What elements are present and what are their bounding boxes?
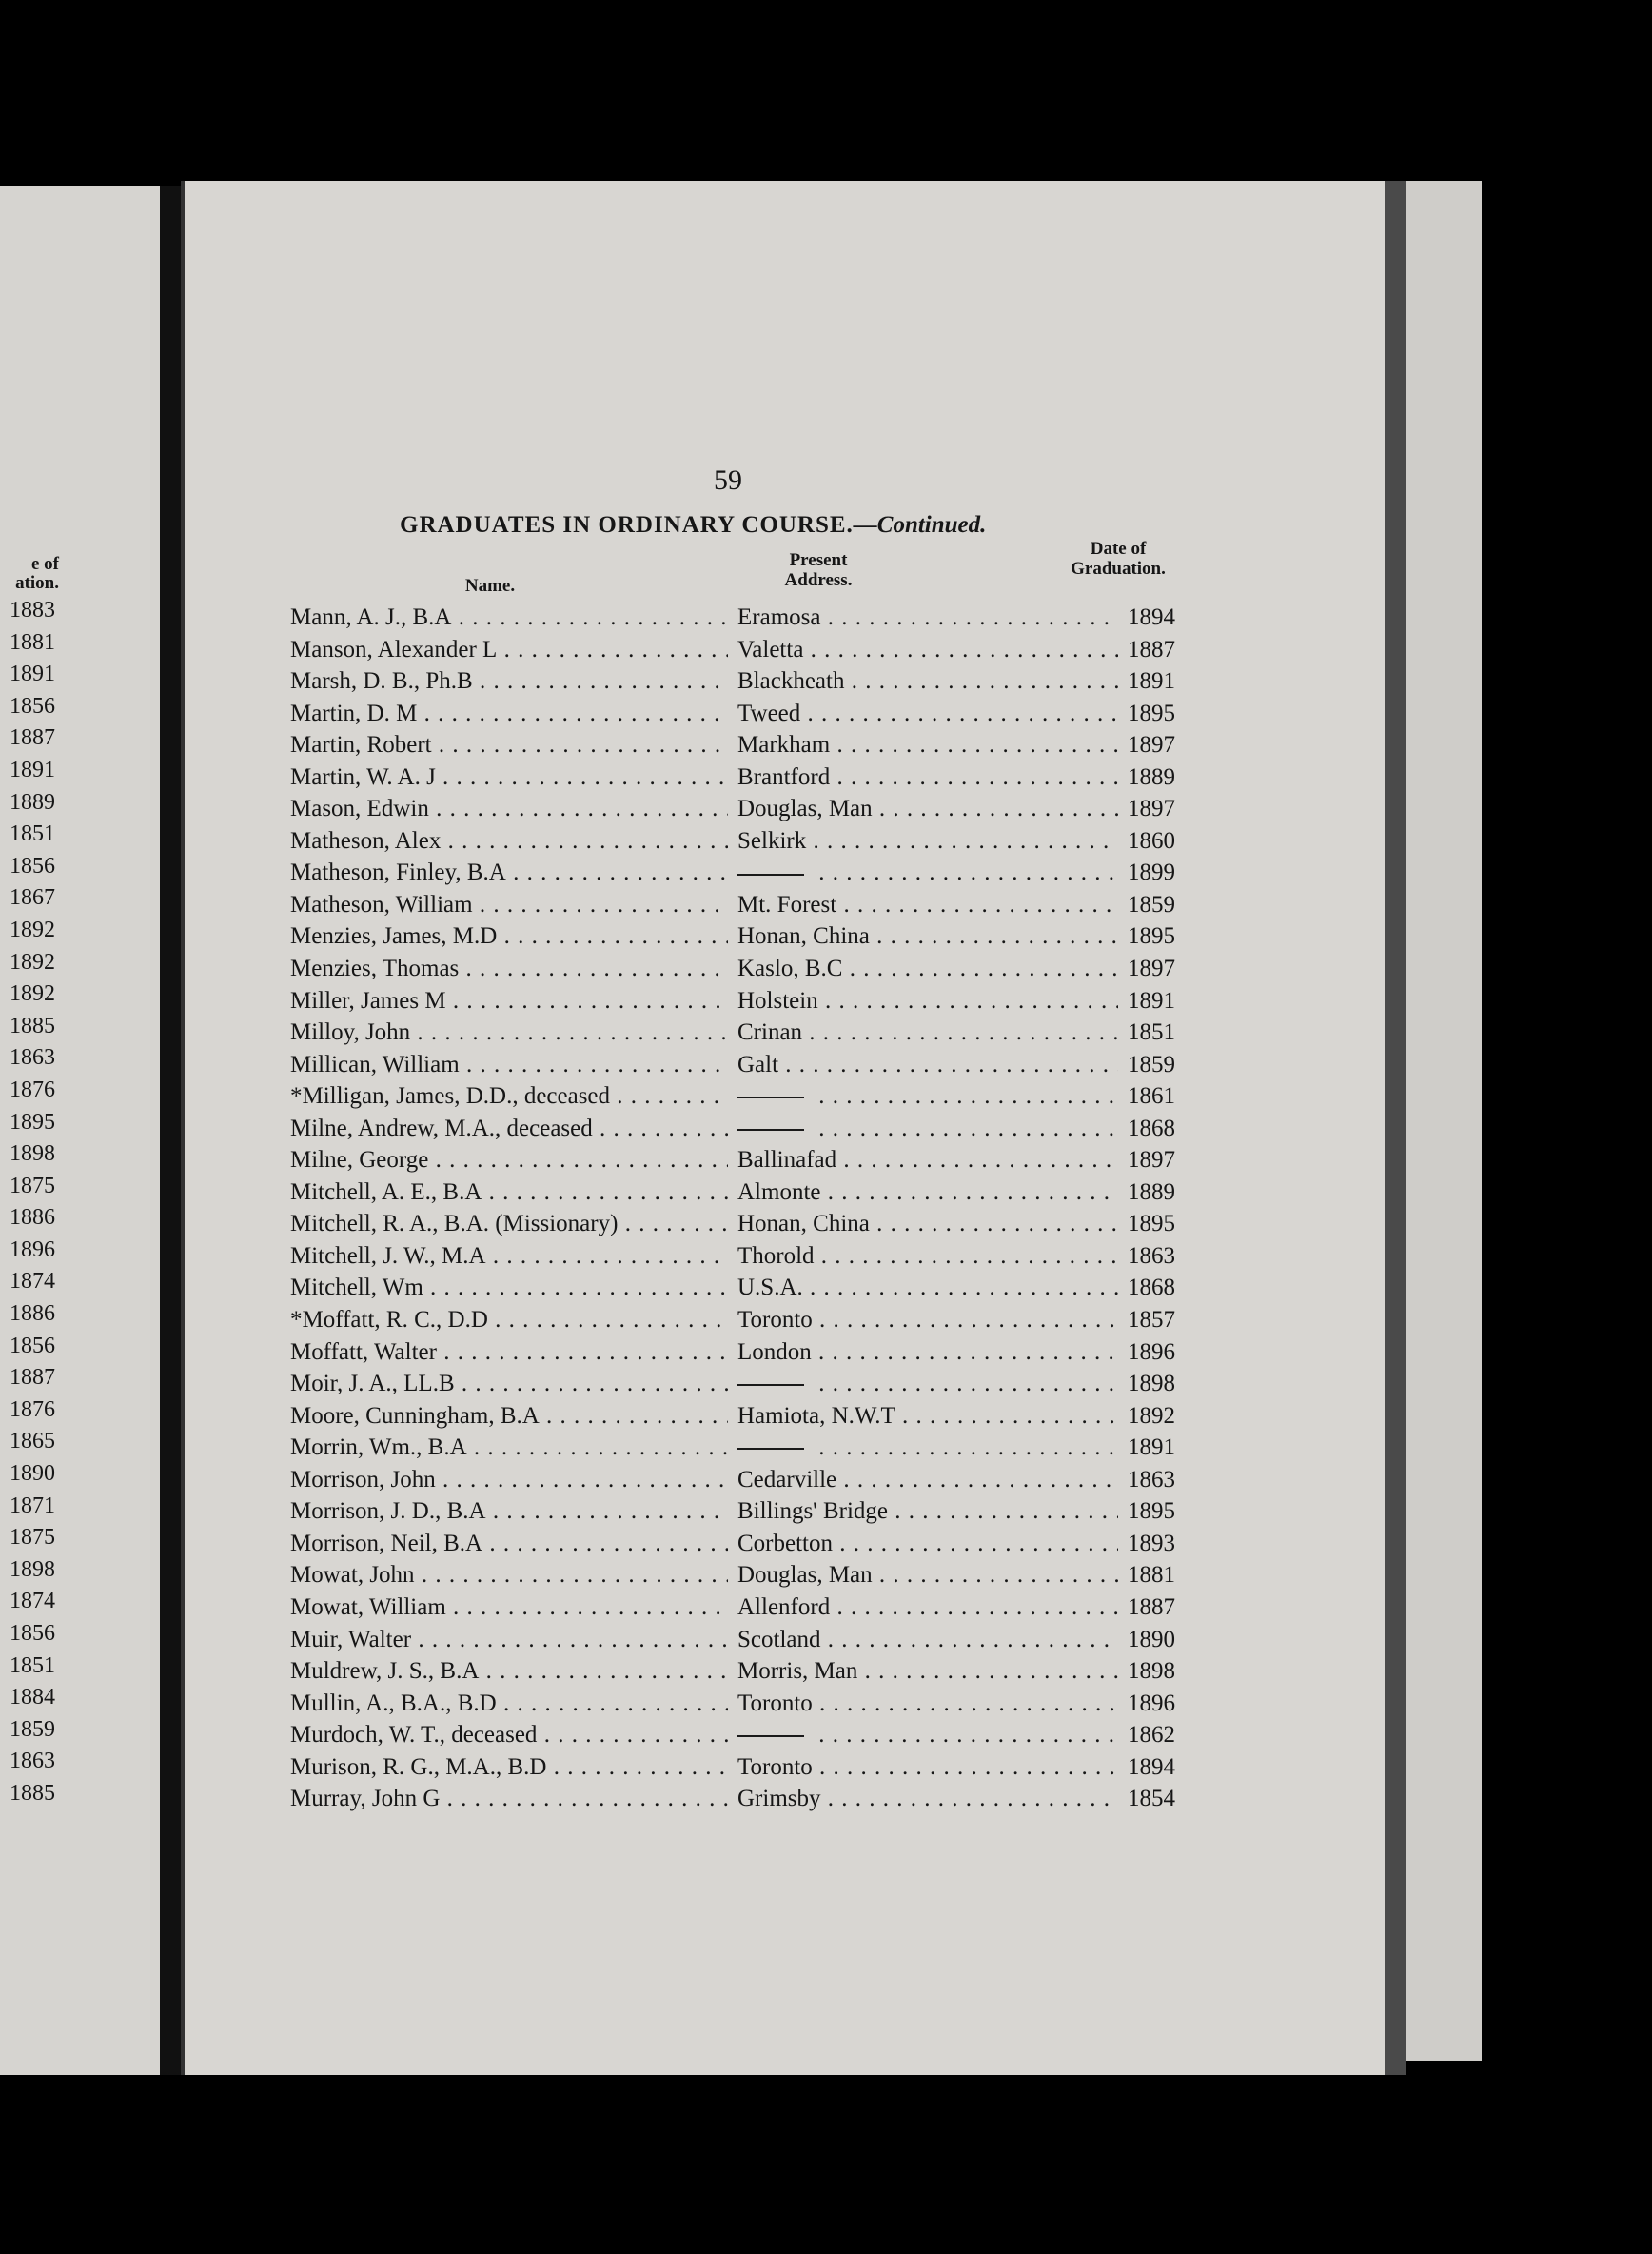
left-page-year: 1856 [10, 693, 55, 719]
graduate-address: Honan, China . . . [738, 920, 1118, 953]
left-page-year: 1898 [10, 1141, 55, 1167]
graduate-row [290, 1272, 1213, 1304]
graduate-name: Menzies, James, M.D . . . [290, 920, 728, 953]
graduate-address: Eramosa . . . [738, 602, 1118, 634]
graduate-address: Allenford . . . [738, 1592, 1118, 1624]
graduate-address [738, 1432, 1118, 1464]
graduate-row [290, 889, 1213, 921]
graduate-name: Moir, J. A., LL.B . . . [290, 1368, 728, 1400]
graduate-row [290, 1688, 1213, 1720]
graduate-name: *Milligan, James, D.D., deceased . . . [290, 1080, 728, 1113]
graduate-row [290, 985, 1213, 1018]
left-page-year: 1856 [10, 853, 55, 879]
graduate-name: Miller, James M . . . [290, 985, 728, 1018]
graduation-year: 1881 [1128, 1562, 1175, 1589]
graduation-year: 1895 [1128, 1498, 1175, 1525]
graduate-name: Manson, Alexander L . . . [290, 634, 728, 666]
graduate-address: Grimsby . . . [738, 1783, 1118, 1815]
left-page-year: 1895 [10, 1109, 55, 1135]
left-page-year: 1884 [10, 1685, 55, 1710]
graduation-year: 1859 [1128, 1051, 1175, 1078]
left-page-year: 1891 [10, 757, 55, 782]
graduates-list [290, 602, 1213, 1815]
left-page-year: 1892 [10, 949, 55, 975]
graduation-year: 1854 [1128, 1786, 1175, 1812]
graduate-name: Murison, R. G., M.A., B.D . . . [290, 1751, 728, 1784]
graduate-row [290, 953, 1213, 985]
left-page-year: 1890 [10, 1461, 55, 1487]
graduate-name: Martin, Robert . . . [290, 729, 728, 761]
graduate-row [290, 1592, 1213, 1624]
graduation-year: 1895 [1128, 700, 1175, 726]
left-page-year: 1885 [10, 1780, 55, 1806]
graduate-row [290, 1624, 1213, 1656]
graduate-name: Mullin, A., B.A., B.D . . . [290, 1688, 728, 1720]
left-page-year: 1885 [10, 1013, 55, 1038]
graduate-address: Mt. Forest . . . [738, 889, 1118, 921]
graduate-row [290, 1719, 1213, 1751]
left-page-year: 1865 [10, 1429, 55, 1454]
page-number: 59 [714, 465, 742, 496]
graduate-name: Mason, Edwin . . . [290, 793, 728, 825]
left-page-year: 1875 [10, 1525, 55, 1551]
left-page-year: 1851 [10, 821, 55, 847]
left-heading-line: e of [30, 554, 59, 574]
graduation-year: 1868 [1128, 1275, 1175, 1301]
graduation-year: 1891 [1128, 987, 1175, 1014]
graduate-row [290, 1304, 1213, 1336]
graduate-name: Moore, Cunningham, B.A . . . [290, 1400, 728, 1433]
graduate-name: Muldrew, J. S., B.A . . . [290, 1655, 728, 1688]
graduation-year: 1894 [1128, 1753, 1175, 1780]
graduate-address: Douglas, Man . . . [738, 1559, 1118, 1592]
graduate-row [290, 1655, 1213, 1688]
left-page-year: 1889 [10, 789, 55, 815]
graduate-row [290, 1080, 1213, 1113]
graduate-row [290, 1528, 1213, 1560]
column-header-address [761, 550, 875, 590]
graduate-address [738, 1719, 1118, 1751]
left-heading-line: ation. [15, 573, 59, 593]
graduate-row [290, 1144, 1213, 1176]
left-page-year: 1859 [10, 1716, 55, 1742]
page-heading-continued: —Continued. [853, 512, 987, 538]
graduate-row [290, 1176, 1213, 1209]
left-page-year: 1883 [10, 598, 55, 623]
graduation-year: 1889 [1128, 763, 1175, 790]
graduation-year: 1897 [1128, 1147, 1175, 1174]
graduate-row [290, 1368, 1213, 1400]
graduate-address: Thorold . . . [738, 1240, 1118, 1273]
left-page-year: 1874 [10, 1589, 55, 1614]
graduate-row [290, 761, 1213, 794]
left-page-year: 1887 [10, 1365, 55, 1391]
graduation-year: 1887 [1128, 1593, 1175, 1620]
page-heading [400, 512, 1123, 539]
graduate-row [290, 1336, 1213, 1369]
graduate-name: Milloy, John . . . [290, 1017, 728, 1049]
graduate-row [290, 825, 1213, 858]
graduation-year: 1891 [1128, 668, 1175, 695]
graduation-year: 1889 [1128, 1178, 1175, 1205]
left-page-year: 1881 [10, 629, 55, 655]
graduate-name: Millican, William . . . [290, 1049, 728, 1081]
graduate-address: Douglas, Man . . . [738, 793, 1118, 825]
column-header-date-line: Graduation. [1071, 559, 1166, 579]
graduation-year: 1868 [1128, 1115, 1175, 1141]
graduate-row [290, 920, 1213, 953]
graduation-year: 1893 [1128, 1530, 1175, 1556]
graduation-year: 1895 [1128, 1211, 1175, 1237]
graduate-address: Selkirk . . . [738, 825, 1118, 858]
graduate-address: Galt . . . [738, 1049, 1118, 1081]
graduate-row [290, 1783, 1213, 1815]
book-gutter [160, 186, 181, 2075]
graduate-name: Mowat, William . . . [290, 1592, 728, 1624]
graduate-name: Mowat, John . . . [290, 1559, 728, 1592]
graduate-address: Markham . . . [738, 729, 1118, 761]
graduate-row [290, 857, 1213, 889]
graduation-year: 1861 [1128, 1083, 1175, 1110]
graduate-address [738, 857, 1118, 889]
column-header-address-line: Address. [784, 570, 853, 590]
graduate-row [290, 1432, 1213, 1464]
graduation-year: 1891 [1128, 1434, 1175, 1461]
graduate-name: Mitchell, R. A., B.A. (Missionary) . . . [290, 1208, 728, 1240]
left-page-year: 1892 [10, 917, 55, 942]
graduate-name: Martin, D. M . . . [290, 698, 728, 730]
graduate-address: Valetta . . . [738, 634, 1118, 666]
left-page-year: 1851 [10, 1652, 55, 1678]
graduate-address: Tweed . . . [738, 698, 1118, 730]
graduation-year: 1857 [1128, 1307, 1175, 1334]
graduate-row [290, 1208, 1213, 1240]
graduate-name: Matheson, William . . . [290, 889, 728, 921]
graduation-year: 1898 [1128, 1371, 1175, 1397]
page-heading-text: GRADUATES IN ORDINARY COURSE. [400, 512, 854, 538]
graduate-row [290, 1751, 1213, 1784]
graduate-address: Blackheath . . . [738, 665, 1118, 698]
left-page-year: 1891 [10, 662, 55, 687]
left-page-year: 1863 [10, 1749, 55, 1774]
graduate-name: Mann, A. J., B.A . . . [290, 602, 728, 634]
graduate-row [290, 602, 1213, 634]
left-page-column-heading [0, 555, 59, 593]
graduate-address: Honan, China . . . [738, 1208, 1118, 1240]
graduate-name: Mitchell, A. E., B.A . . . [290, 1176, 728, 1209]
graduate-address: Hamiota, N.W.T . . . [738, 1400, 1118, 1433]
graduate-address: London . . . [738, 1336, 1118, 1369]
left-page-year: 1876 [10, 1396, 55, 1422]
left-page-year: 1887 [10, 725, 55, 751]
left-page-year: 1876 [10, 1077, 55, 1102]
graduation-year: 1897 [1128, 796, 1175, 822]
graduate-name: Marsh, D. B., Ph.B . . . [290, 665, 728, 698]
graduate-name: Morrison, Neil, B.A . . . [290, 1528, 728, 1560]
graduation-year: 1897 [1128, 956, 1175, 982]
graduate-address: Holstein . . . [738, 985, 1118, 1018]
graduate-address: Brantford . . . [738, 761, 1118, 794]
left-page-year: 1898 [10, 1556, 55, 1582]
column-header-name: Name. [464, 576, 516, 596]
page-edge [1385, 181, 1406, 2075]
graduate-row [290, 1400, 1213, 1433]
graduate-name: Milne, George . . . [290, 1144, 728, 1176]
left-page-year: 1867 [10, 885, 55, 911]
graduation-year: 1899 [1128, 860, 1175, 886]
graduate-row [290, 1559, 1213, 1592]
graduate-row [290, 1113, 1213, 1145]
column-header-address-line: Present [789, 550, 848, 570]
graduate-name: Murdoch, W. T., deceased . . . [290, 1719, 728, 1751]
graduate-address: Crinan . . . [738, 1017, 1118, 1049]
left-page-year: 1892 [10, 981, 55, 1007]
graduate-address: Almonte . . . [738, 1176, 1118, 1209]
graduate-row [290, 698, 1213, 730]
graduation-year: 1896 [1128, 1690, 1175, 1716]
graduate-address: Billings' Bridge . . . [738, 1495, 1118, 1528]
graduate-row [290, 1240, 1213, 1273]
graduate-row [290, 729, 1213, 761]
graduate-row [290, 665, 1213, 698]
graduate-name: Milne, Andrew, M.A., deceased . . . [290, 1113, 728, 1145]
graduate-row [290, 1049, 1213, 1081]
column-header-date-line: Date of [1090, 539, 1147, 559]
graduation-year: 1863 [1128, 1242, 1175, 1269]
graduation-year: 1887 [1128, 636, 1175, 662]
graduate-name: Moffatt, Walter . . . [290, 1336, 728, 1369]
left-page-year: 1886 [10, 1301, 55, 1327]
graduate-address: Toronto . . . [738, 1688, 1118, 1720]
graduate-name: *Moffatt, R. C., D.D . . . [290, 1304, 728, 1336]
graduate-name: Mitchell, Wm . . . [290, 1272, 728, 1304]
graduation-year: 1896 [1128, 1338, 1175, 1365]
left-page-year: 1856 [10, 1333, 55, 1358]
column-header-date [1052, 539, 1185, 579]
graduate-row [290, 1464, 1213, 1496]
graduate-address: Morris, Man . . . [738, 1655, 1118, 1688]
left-page-year-column [0, 595, 55, 1810]
graduate-address [738, 1368, 1118, 1400]
graduation-year: 1890 [1128, 1626, 1175, 1652]
graduate-address: U.S.A. . . . [738, 1272, 1118, 1304]
graduation-year: 1862 [1128, 1722, 1175, 1749]
graduation-year: 1894 [1128, 604, 1175, 630]
graduate-address: Corbetton . . . [738, 1528, 1118, 1560]
graduation-year: 1892 [1128, 1402, 1175, 1429]
graduate-address [738, 1080, 1118, 1113]
graduate-row [290, 1017, 1213, 1049]
graduate-row [290, 634, 1213, 666]
graduation-year: 1898 [1128, 1658, 1175, 1685]
graduate-name: Martin, W. A. J . . . [290, 761, 728, 794]
graduate-address [738, 1113, 1118, 1145]
graduate-name: Morrison, John . . . [290, 1464, 728, 1496]
left-page-year: 1856 [10, 1621, 55, 1646]
left-page-year: 1896 [10, 1236, 55, 1262]
graduate-name: Matheson, Alex . . . [290, 825, 728, 858]
left-page-year: 1871 [10, 1493, 55, 1518]
graduate-address: Ballinafad . . . [738, 1144, 1118, 1176]
graduation-year: 1895 [1128, 923, 1175, 950]
graduate-name: Matheson, Finley, B.A . . . [290, 857, 728, 889]
graduate-address: Toronto . . . [738, 1304, 1118, 1336]
graduate-row [290, 793, 1213, 825]
left-page-year: 1874 [10, 1269, 55, 1295]
graduate-address: Toronto . . . [738, 1751, 1118, 1784]
graduate-address: Kaslo, B.C . . . [738, 953, 1118, 985]
graduation-year: 1897 [1128, 732, 1175, 759]
left-page-year: 1875 [10, 1173, 55, 1198]
left-facing-page [0, 186, 166, 2075]
left-page-year: 1886 [10, 1205, 55, 1231]
graduate-name: Morrison, J. D., B.A . . . [290, 1495, 728, 1528]
graduate-address: Cedarville . . . [738, 1464, 1118, 1496]
graduate-name: Murray, John G . . . [290, 1783, 728, 1815]
graduate-address: Scotland . . . [738, 1624, 1118, 1656]
graduate-name: Mitchell, J. W., M.A . . . [290, 1240, 728, 1273]
graduation-year: 1863 [1128, 1466, 1175, 1493]
right-page-strip [1406, 181, 1482, 2061]
graduation-year: 1860 [1128, 827, 1175, 854]
graduate-name: Muir, Walter . . . [290, 1624, 728, 1656]
graduate-name: Menzies, Thomas . . . [290, 953, 728, 985]
graduate-row [290, 1495, 1213, 1528]
graduation-year: 1851 [1128, 1019, 1175, 1046]
left-page-year: 1863 [10, 1045, 55, 1071]
graduation-year: 1859 [1128, 891, 1175, 918]
graduate-name: Morrin, Wm., B.A . . . [290, 1432, 728, 1464]
